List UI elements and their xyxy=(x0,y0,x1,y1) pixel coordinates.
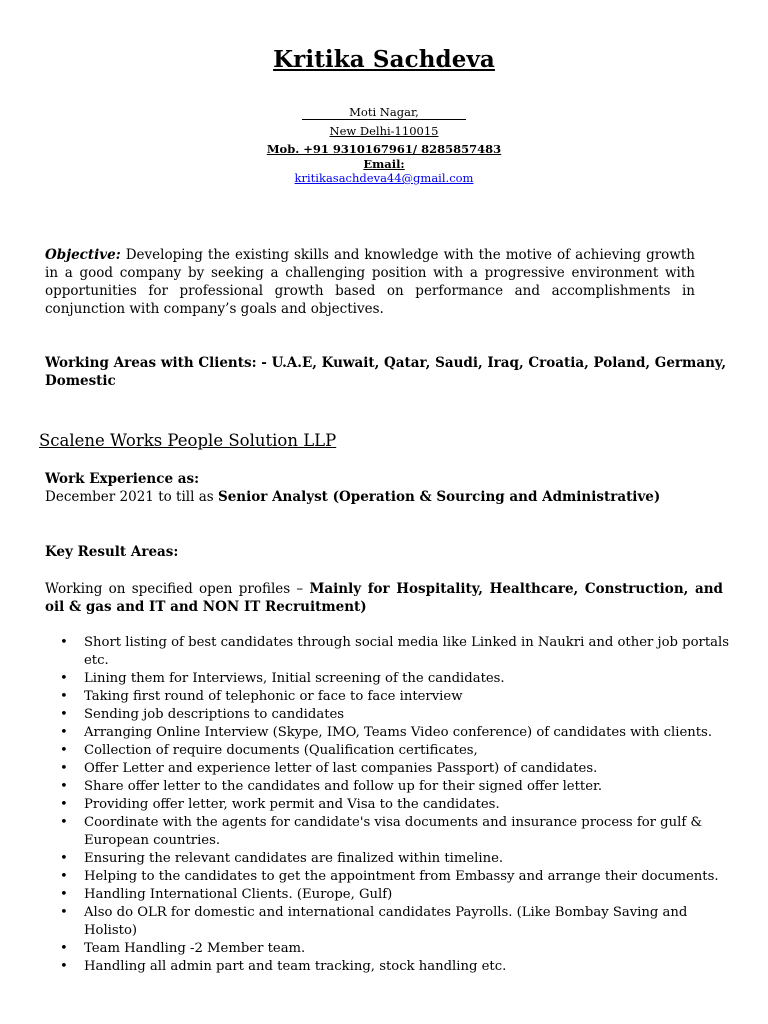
bullet-icon: • xyxy=(60,905,68,920)
list-item xyxy=(60,760,730,778)
address-line-2: New Delhi-110015 xyxy=(329,124,439,138)
address-line-1-text: Moti Nagar, xyxy=(302,105,466,120)
list-item-text: Coordinate with the agents for candidate's visa documents and insurance process for gulf & European countries. xyxy=(84,815,703,848)
list-item-text: Providing offer letter, work permit and Visa to the candidates. xyxy=(84,797,500,812)
list-item-text: Lining them for Interviews, Initial screening of the candidates. xyxy=(84,671,505,686)
list-item-text: Sending job descriptions to candidates xyxy=(84,707,345,722)
bullet-icon: • xyxy=(60,635,68,650)
email-label: Email: xyxy=(363,157,405,171)
candidate-name: Kritika Sachdeva xyxy=(273,46,495,73)
bullet-icon: • xyxy=(60,959,68,974)
list-item xyxy=(60,886,730,904)
bullet-icon: • xyxy=(60,761,68,776)
working-areas: Working Areas with Clients: - U.A.E, Kuwait, Qatar, Saudi, Iraq, Croatia, Poland, Germany, Domestic xyxy=(45,355,727,389)
list-item-text: Handling all admin part and team tracking, stock handling etc. xyxy=(84,959,507,974)
objective-text: Developing the existing skills and knowledge with the motive of achieving growth in a good company by seeking a challenging position with a progressive environment with opportunities for professional growth based on performance and accomplishments in conjunction with company’s goals and objectives. xyxy=(45,247,695,317)
bullet-icon: • xyxy=(60,869,68,884)
bullet-icon: • xyxy=(60,689,68,704)
bullet-icon: • xyxy=(60,851,68,866)
list-item xyxy=(60,814,730,850)
mobile-number: Mob. +91 9310167961/ 8285857483 xyxy=(266,142,502,156)
working-on-paragraph xyxy=(45,580,723,616)
list-item xyxy=(60,868,730,886)
work-experience-period: December 2021 to till as xyxy=(45,489,218,505)
address-line-1 xyxy=(0,105,768,120)
list-item xyxy=(60,796,730,814)
list-item xyxy=(60,904,730,940)
list-item xyxy=(60,850,730,868)
objective-paragraph xyxy=(45,246,695,318)
list-item xyxy=(60,670,730,688)
list-item xyxy=(60,778,730,796)
work-experience-title: Work Experience as: xyxy=(45,471,200,487)
list-item-text: Helping to the candidates to get the appointment from Embassy and arrange their documents. xyxy=(84,869,719,884)
bullet-icon: • xyxy=(60,725,68,740)
bullet-icon: • xyxy=(60,707,68,722)
bullet-icon: • xyxy=(60,815,68,830)
list-item xyxy=(60,940,730,958)
objective-label: Objective: xyxy=(45,247,121,263)
bullet-icon: • xyxy=(60,779,68,794)
list-item-text: Collection of require documents (Qualification certificates, xyxy=(84,743,478,758)
list-item-text: Taking first round of telephonic or face to face interview xyxy=(84,689,463,704)
email-link[interactable]: kritikasachdeva44@gmail.com xyxy=(294,171,474,185)
company-heading: Scalene Works People Solution LLP xyxy=(39,431,337,450)
bullet-icon: • xyxy=(60,887,68,902)
work-experience-role: Senior Analyst (Operation & Sourcing and Administrative) xyxy=(217,489,661,505)
working-on-bold: Mainly for Hospitality, Healthcare, Construction, and oil & gas and IT and NON IT Recruitment) xyxy=(45,581,723,615)
list-item-text: Arranging Online Interview (Skype, IMO, Teams Video conference) of candidates with clients. xyxy=(84,725,713,740)
list-item-text: Offer Letter and experience letter of last companies Passport) of candidates. xyxy=(84,761,598,776)
bullet-icon: • xyxy=(60,797,68,812)
list-item xyxy=(60,742,730,760)
list-item xyxy=(60,958,730,976)
list-item-text: Handling International Clients. (Europe, Gulf) xyxy=(84,887,393,902)
list-item-text: Also do OLR for domestic and international candidates Payrolls. (Like Bombay Saving and Holisto) xyxy=(84,905,688,938)
work-experience-line xyxy=(45,488,735,506)
responsibilities-list xyxy=(60,634,730,976)
list-item xyxy=(60,706,730,724)
list-item xyxy=(60,724,730,742)
list-item xyxy=(60,688,730,706)
list-item-text: Ensuring the relevant candidates are finalized within timeline. xyxy=(84,851,504,866)
list-item-text: Share offer letter to the candidates and follow up for their signed offer letter. xyxy=(84,779,603,794)
bullet-icon: • xyxy=(60,671,68,686)
working-on-prefix: Working on specified open profiles – xyxy=(45,581,310,597)
bullet-icon: • xyxy=(60,743,68,758)
list-item xyxy=(60,634,730,670)
list-item-text: Team Handling -2 Member team. xyxy=(84,941,306,956)
key-result-areas-title: Key Result Areas: xyxy=(45,544,179,560)
bullet-icon: • xyxy=(60,941,68,956)
list-item-text: Short listing of best candidates through social media like Linked in Naukri and other job portals etc. xyxy=(84,635,729,668)
